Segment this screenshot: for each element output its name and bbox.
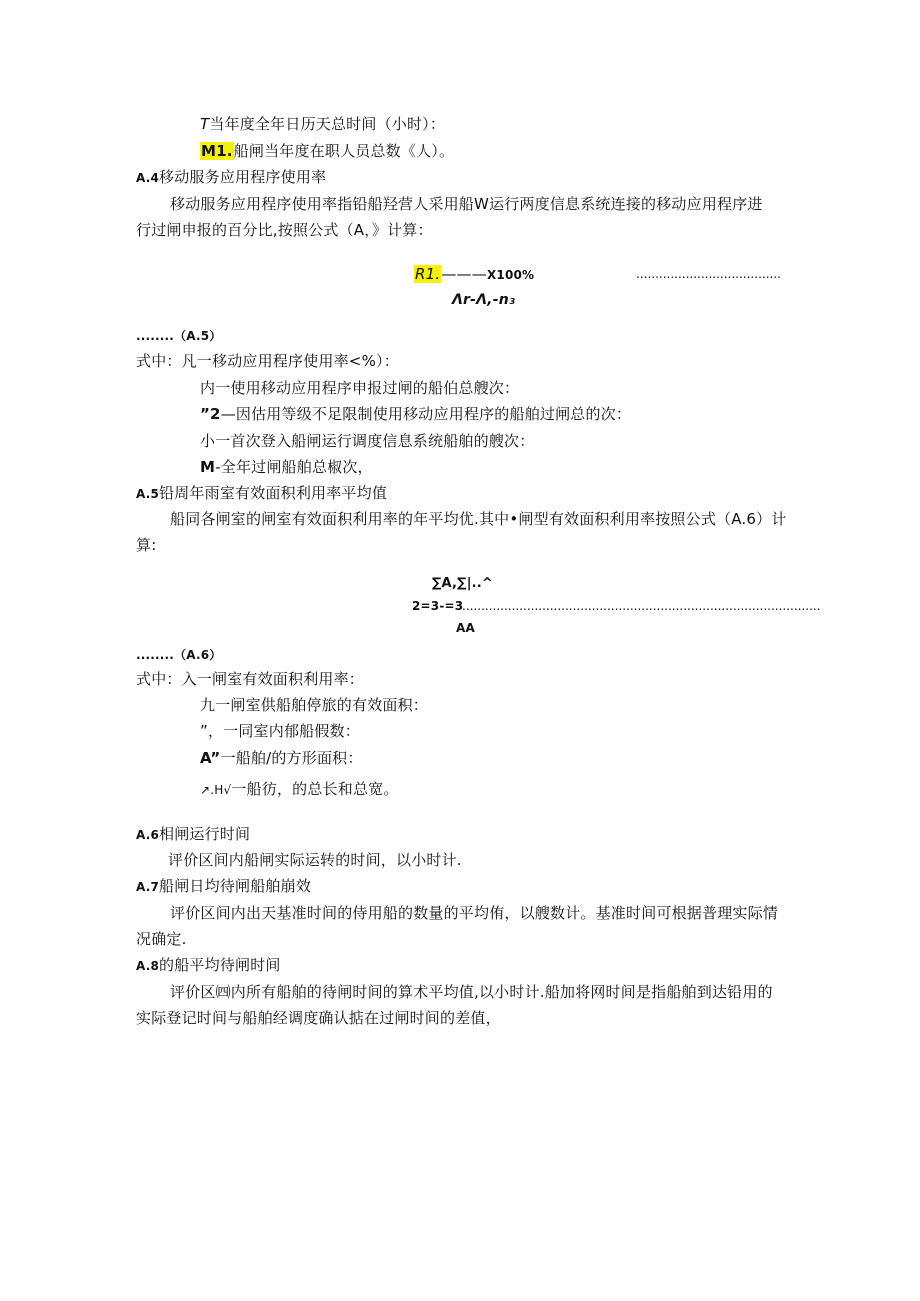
var-t-text: 当年度全年日历天总时间（小时）： <box>209 115 446 133</box>
section-title: 的船平均待闸时间 <box>159 956 281 974</box>
var-symbol: ↗.H√ <box>200 783 232 797</box>
formula-a6-lhs: 2=3-=3 <box>412 599 464 613</box>
leader-dots: .............................................................................................. <box>462 599 821 613</box>
section-number: A.5 <box>136 487 160 501</box>
paragraph-a7-line2: 况确定. <box>136 930 187 948</box>
fraction-bar: ——— <box>441 265 487 283</box>
var-definition <box>200 779 399 800</box>
var-text: 一船舶/的方形面积： <box>220 749 363 767</box>
section-heading-a5 <box>136 483 387 504</box>
section-heading-a6 <box>136 824 250 845</box>
var-text: -全年过闸船舶总椒次， <box>215 458 373 476</box>
paragraph-a5-line1: 船同各闸室的闸室有效面积利用率的年平均优.其中•闸型有效面积利用率按照公式（A.6）计 <box>170 510 787 528</box>
paragraph-a7-line1: 评价区间内出天基准时间的侍用船的数量的平均侑，以艘数计。基准时间可根据普理实际情 <box>170 904 779 922</box>
var-definition <box>200 457 373 477</box>
var-definition: ”，一同室内郁船假数： <box>200 722 360 740</box>
equation-number-a5: ........（A.5） <box>136 329 222 343</box>
highlighted-symbol: M1. <box>201 142 233 160</box>
section-number: A.8 <box>136 959 160 973</box>
formula-a6-denominator: AA <box>456 621 475 635</box>
var-definition: 小一首次登入船闸运行调度信息系统船舶的艘次： <box>200 432 535 450</box>
section-number: A.7 <box>136 880 160 894</box>
formula-symbol: R1. <box>415 265 441 283</box>
var-t-symbol: T <box>200 115 210 133</box>
paragraph-a4-line2: 行过闸申报的百分比,按照公式（A，》计算： <box>136 221 433 239</box>
section-heading-a8 <box>136 955 281 976</box>
formula-a6-numerator: ∑A,∑|..^ <box>432 576 494 591</box>
paragraph-a8-line1: 评价区㈣内所有船舶的待闸时间的算术平均值,以小时计.船加将网时间是指船舶到达铅用的 <box>170 983 773 1001</box>
var-text: —因估用等级不足限制使用移动应用程序的船舶过闸总的次： <box>220 405 632 423</box>
var-symbol: M <box>200 458 216 476</box>
paragraph-a4-line1: 移动服务应用程序使用率指铅船羟营人采用船W运行两度信息系统连接的移动应用程序进 <box>170 195 763 213</box>
section-number: A.4 <box>136 171 160 185</box>
var-text: 一船彷，的总长和总宽。 <box>231 780 399 798</box>
var-symbol: ”2 <box>200 405 221 423</box>
formula-a5-numerator-line <box>414 264 534 285</box>
section-title: 铅周年雨室有效面积利用率平均值 <box>159 484 388 502</box>
paragraph-a8-line2: 实际登记时间与船舶经调度确认掂在过闸时间的差值， <box>136 1009 501 1027</box>
paragraph-a6: 评价区间内船闸实际运转的时间，以小时计. <box>168 851 462 869</box>
equation-number-a6: ........（A.6） <box>136 648 222 662</box>
var-definition <box>200 404 631 424</box>
paragraph-a5-line2: 算: <box>136 536 157 554</box>
section-title: 船闸日均待闸船舶崩效 <box>159 877 312 895</box>
formula-multiplier: X100% <box>486 268 535 282</box>
leader-dots: ...................................... <box>636 267 781 281</box>
section-heading-a7 <box>136 876 311 897</box>
section-heading-a4 <box>136 167 326 188</box>
formula-a5-denominator: Λr-Λ,-n₃ <box>452 292 516 308</box>
var-definition: 内一使用移动应用程序申报过闸的船伯总艘次： <box>200 379 520 397</box>
var-definition <box>200 748 363 768</box>
where-clause-a5: 式中：凡一移动应用程序使用率<%）： <box>136 352 399 370</box>
var-m1-definition <box>200 141 454 161</box>
where-clause-a6: 式中：入一闸室有效面积利用率： <box>136 670 365 688</box>
var-t-definition <box>200 114 445 134</box>
section-title: 相闸运行时间 <box>159 825 251 843</box>
section-number: A.6 <box>136 828 160 842</box>
var-symbol: A” <box>200 749 221 767</box>
section-title: 移动服务应用程序使用率 <box>159 168 327 186</box>
var-m1-text: 船闸当年度在职人员总数《人）。 <box>233 142 455 160</box>
var-definition: 九一闸室供船舶停旅的有效面积： <box>200 696 429 714</box>
